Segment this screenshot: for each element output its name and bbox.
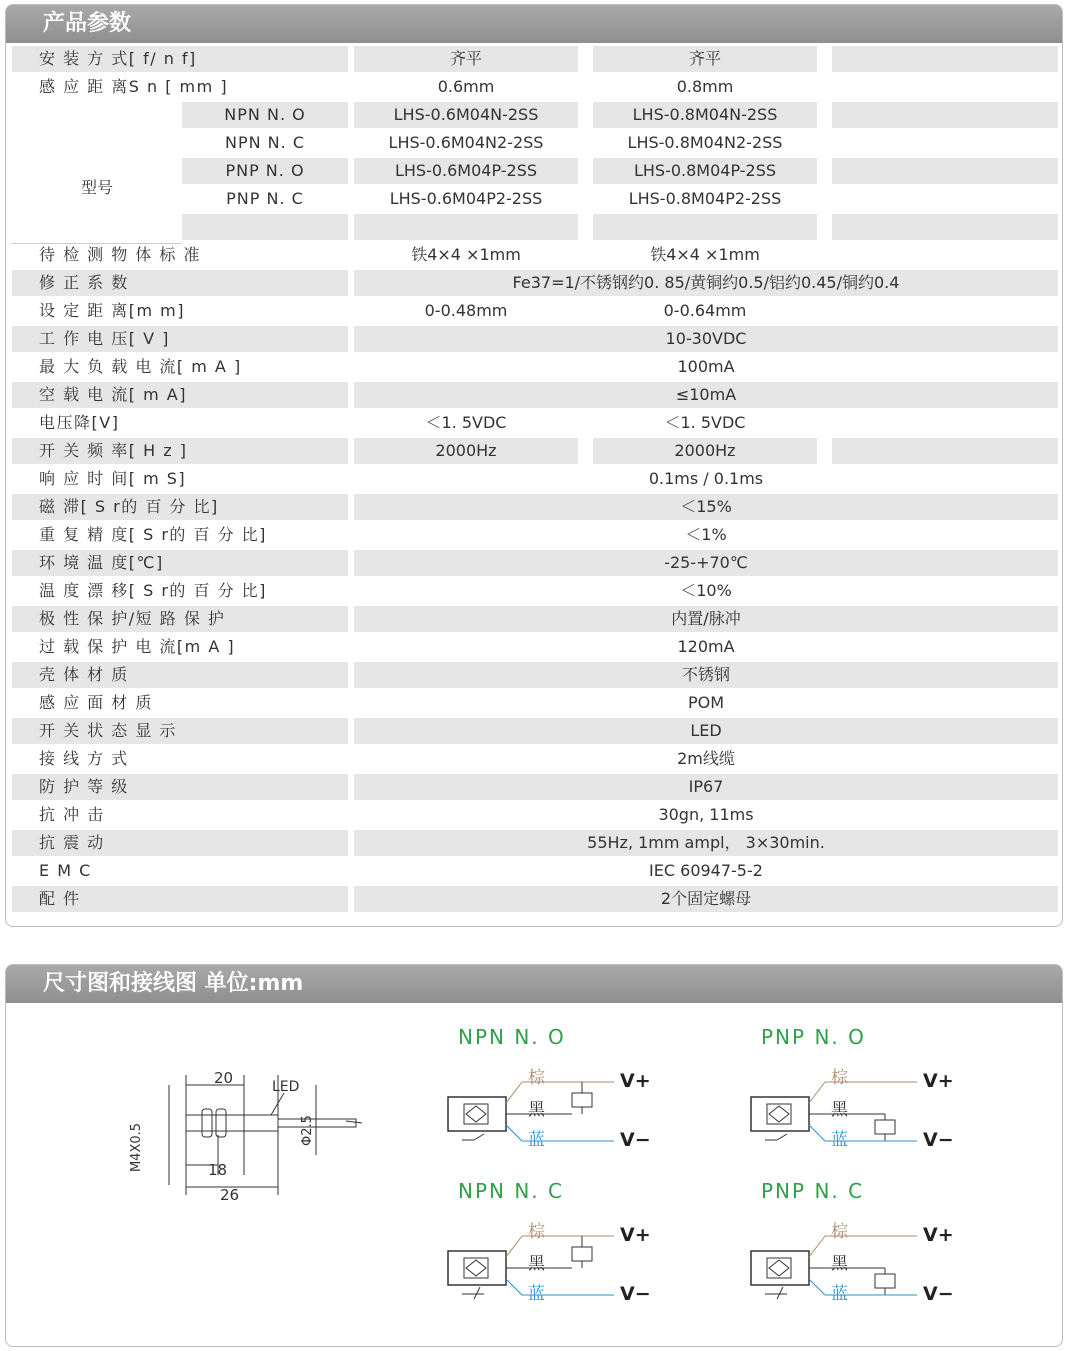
spec-row [12,578,1058,604]
spec-row [12,522,1058,548]
spec-panel-title: 产品参数 [6,5,1062,43]
spec-label: 温 度 漂 移[ S r的 百 分 比] [39,581,267,600]
v-plus: V+ [923,1224,954,1246]
spec-value-1: 齐平 [354,46,578,72]
spec-value-1: 0.6mm [437,77,495,96]
spec-value: POM [687,693,725,712]
wire-blue: 蓝 [528,1284,545,1304]
spec-value: ＜15% [354,494,1058,520]
circuit-icon [444,1025,654,1175]
wiring-pnp-no [747,1025,957,1175]
spec-row [12,606,1058,632]
spec-row [12,46,1058,72]
v-minus: V− [620,1283,651,1305]
spec-row [12,774,1058,800]
wire-brown: 棕 [528,1222,545,1242]
wiring-title: NPN N. O [458,1025,566,1049]
spec-panel [5,4,1063,927]
model-row [12,102,1058,128]
dim-18: 18 [208,1161,228,1179]
spec-label: 工 作 电 压[ V ] [12,326,348,352]
wire-blue: 蓝 [831,1130,848,1150]
spec-row [12,270,1058,296]
spec-value: 100mA [677,357,735,376]
wiring-npn-nc [444,1179,654,1329]
model-code-3 [832,158,1058,184]
spec-label: 极 性 保 护/短 路 保 护 [12,606,348,632]
spec-label: 响 应 时 间[ m S] [39,469,187,488]
spec-value-2: 铁4×4 ×1mm [650,245,760,264]
spec-label: 接 线 方 式 [39,749,129,768]
spec-value: ≤10mA [354,382,1058,408]
model-code-2: LHS-0.8M04P-2SS [593,158,817,184]
spec-label: 环 境 温 度[℃] [12,550,348,576]
spec-row [12,466,1058,492]
model-row [12,214,1058,240]
spec-value-3 [832,46,1058,72]
spec-value-1: 铁4×4 ×1mm [411,245,521,264]
spec-value: 0.1ms / 0.1ms [648,469,764,488]
v-plus: V+ [620,1224,651,1246]
spec-row [12,746,1058,772]
model-row [12,130,1058,156]
spec-value-1: 0-0.48mm [424,301,508,320]
spec-value-2: ＜1. 5VDC [664,413,746,432]
spec-label: 感 应 距 离S n [ mm ] [39,77,229,96]
spec-row [12,354,1058,380]
spec-row [12,382,1058,408]
spec-row [12,438,1058,464]
model-code-2: LHS-0.8M04N-2SS [593,102,817,128]
wire-blue: 蓝 [831,1284,848,1304]
spec-label: 感 应 面 材 质 [39,693,153,712]
spec-label: 过 载 保 护 电 流[m A ] [39,637,236,656]
model-code-2: LHS-0.8M04N2-2SS [627,133,783,152]
spec-value: 2个固定螺母 [354,886,1058,912]
model-code-1: LHS-0.6M04N2-2SS [388,133,544,152]
wire-black: 黑 [528,1100,545,1120]
wiring-title: NPN N. C [458,1179,564,1203]
wire-black: 黑 [831,1254,848,1274]
spec-label: 配 件 [12,886,348,912]
spec-label: 安 装 方 式[ f/ n f] [12,46,348,72]
model-code-2: LHS-0.8M04P2-2SS [628,189,782,208]
model-type [182,214,348,240]
spec-row [12,298,1058,324]
spec-value: IEC 60947-5-2 [649,861,763,880]
spec-value: 10-30VDC [354,326,1058,352]
spec-row [12,494,1058,520]
spec-row [12,550,1058,576]
spec-value-3 [832,438,1058,464]
model-code-3 [832,214,1058,240]
spec-value: 55Hz, 1mm ampl， 3×30min. [354,830,1058,856]
v-minus: V− [923,1283,954,1305]
spec-value: 120mA [677,637,735,656]
spec-label: 磁 滞[ S r的 百 分 比] [12,494,348,520]
spec-value-1: 2000Hz [354,438,578,464]
spec-label: 修 正 系 数 [12,270,348,296]
wire-brown: 棕 [528,1068,545,1088]
wiring-pnp-nc [747,1179,957,1329]
spec-label: 重 复 精 度[ S r的 百 分 比] [39,525,267,544]
spec-row [12,802,1058,828]
v-minus: V− [923,1129,954,1151]
dimension-drawing [129,1035,376,1204]
spec-value-2: 0.8mm [676,77,734,96]
spec-value-1: ＜1. 5VDC [425,413,507,432]
v-plus: V+ [620,1070,651,1092]
model-code-1: LHS-0.6M04P-2SS [354,158,578,184]
spec-row [12,74,1058,100]
model-label: 型号 [80,178,113,197]
spec-value: 2m线缆 [677,749,735,768]
dim-led: LED [272,1079,300,1095]
model-type: NPN N. C [225,133,305,152]
spec-value: ＜10% [680,581,732,600]
v-minus: V− [620,1129,651,1151]
spec-value: IP67 [354,774,1058,800]
spec-label: 抗 冲 击 [39,805,105,824]
spec-label: 电压降[V] [39,413,120,432]
spec-row [12,662,1058,688]
spec-row [12,326,1058,352]
model-code-3 [832,102,1058,128]
spec-row [12,242,1058,268]
spec-label: 壳 体 材 质 [12,662,348,688]
spec-row [12,830,1058,856]
dim-cable: Φ2.5 [299,1115,315,1146]
model-code-1 [354,214,578,240]
spec-value: Fe37=1/不锈钢约0. 85/黄铜约0.5/铝约0.45/铜约0.4 [354,270,1058,296]
spec-label: 开 关 频 率[ H z ] [12,438,348,464]
model-code-1: LHS-0.6M04P2-2SS [389,189,543,208]
spec-row [12,886,1058,912]
model-row [12,186,1058,212]
spec-value: 内置/脉冲 [354,606,1058,632]
wire-blue: 蓝 [528,1130,545,1150]
model-type: PNP N. O [182,158,348,184]
v-plus: V+ [923,1070,954,1092]
spec-value: 30gn, 11ms [658,805,754,824]
dim-20: 20 [214,1069,234,1087]
spec-label: 设 定 距 离[m m] [39,301,186,320]
circuit-icon [444,1179,654,1329]
spec-value: ＜1% [685,525,727,544]
spec-value: -25-+70℃ [354,550,1058,576]
spec-value: LED [354,718,1058,744]
model-code-1: LHS-0.6M04N-2SS [354,102,578,128]
wiring-title: PNP N. O [761,1025,866,1049]
dim-26: 26 [220,1186,240,1204]
spec-label: 待 检 测 物 体 标 准 [39,245,202,264]
model-type: PNP N. C [226,189,304,208]
model-code-2 [593,214,817,240]
wire-black: 黑 [831,1100,848,1120]
model-row [12,158,1058,184]
spec-label: 抗 震 动 [12,830,348,856]
wire-black: 黑 [528,1254,545,1274]
spec-label: 最 大 负 载 电 流[ m A ] [39,357,242,376]
spec-label: 开 关 状 态 显 示 [12,718,348,744]
wire-brown: 棕 [831,1068,848,1088]
sensor-outline-icon [156,1035,376,1195]
wire-brown: 棕 [831,1222,848,1242]
wiring-panel-title: 尺寸图和接线图 单位:mm [6,965,1062,1003]
spec-value-2: 0-0.64mm [663,301,747,320]
spec-value-2: 2000Hz [593,438,817,464]
circuit-icon [747,1025,957,1175]
spec-value-2: 齐平 [593,46,817,72]
dim-thread: M4X0.5 [129,1122,145,1173]
wiring-panel [5,964,1063,1347]
wiring-title: PNP N. C [761,1179,865,1203]
spec-row [12,410,1058,436]
spec-row [12,718,1058,744]
spec-label: 空 载 电 流[ m A] [12,382,348,408]
spec-value: 不锈钢 [354,662,1058,688]
spec-row [12,634,1058,660]
wiring-npn-no [444,1025,654,1175]
circuit-icon [747,1179,957,1329]
spec-row [12,858,1058,884]
spec-row [12,690,1058,716]
model-type: NPN N. O [182,102,348,128]
spec-label: 防 护 等 级 [12,774,348,800]
spec-label: E M C [39,861,92,880]
